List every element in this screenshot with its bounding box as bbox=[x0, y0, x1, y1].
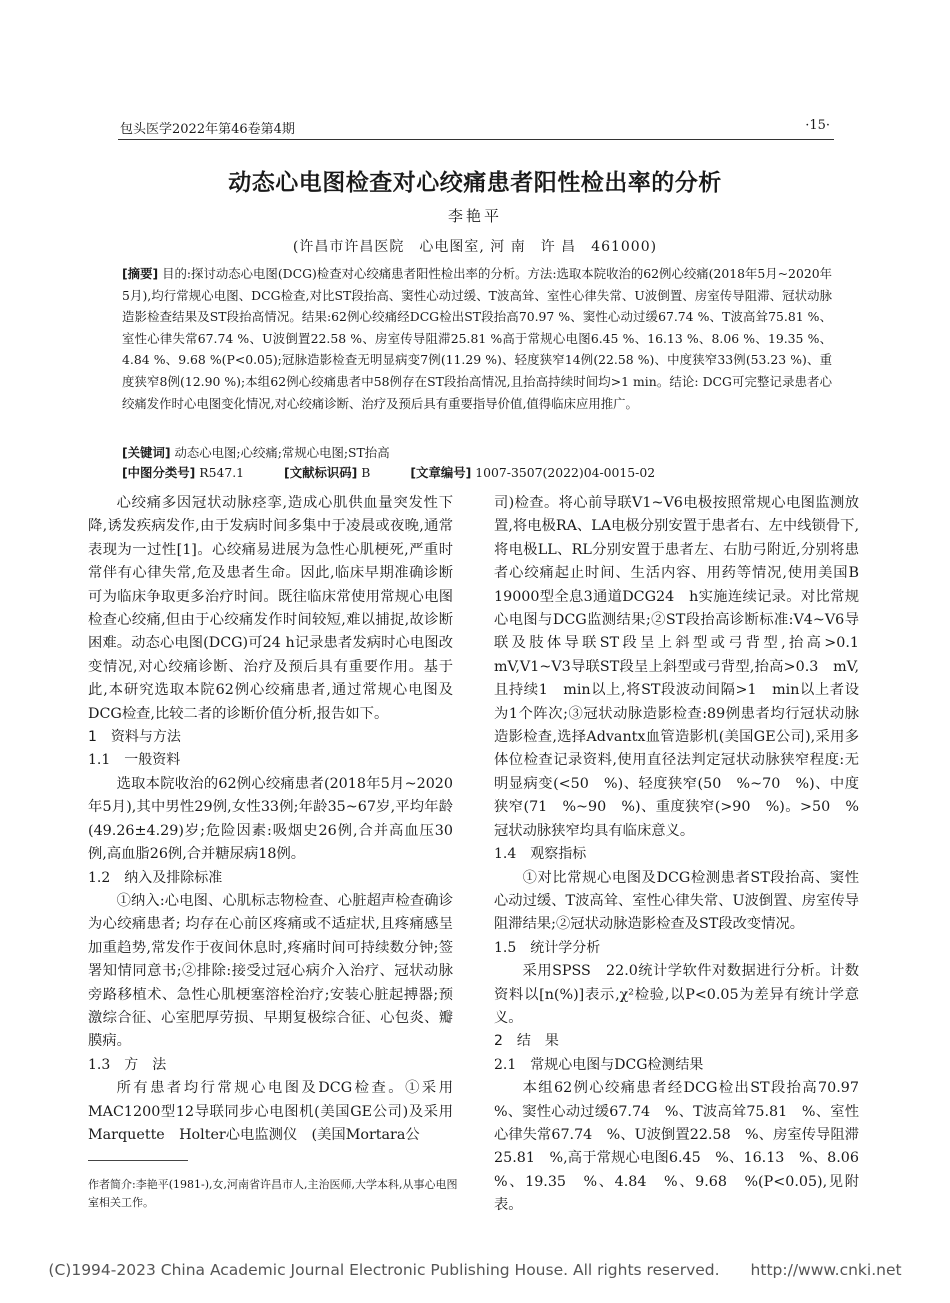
section-heading: 1 资料与方法 bbox=[88, 729, 181, 746]
right-column bbox=[494, 492, 874, 1218]
footnote-rule bbox=[88, 1160, 188, 1161]
abstract-tag: [摘要] bbox=[122, 266, 159, 281]
paragraph: 本组62例心绞痛患者经DCG检出ST段抬高70.97 %、窦性心动过缓67.74 %、T波高耸75.81 %、室性心律失常67.74 %、U波倒置22.58 %、房室传导阻滞25.81 %,高于常规心电图6.45 %、16.13 %、8.06 %、19.35 %、4.84 %、9.68 %(P<0.05),见附表。 bbox=[494, 1080, 874, 1214]
subsection-heading: 1.5 统计学分析 bbox=[494, 939, 601, 956]
page-number: ·15· bbox=[805, 118, 830, 133]
paragraph: 司)检查。将心前导联V1~V6电极按照常规心电图监测放置,将电极RA、LA电极分别安置于患者右、左中线锁骨下,将电极LL、RL分别安置于患者左、右肋弓附近,分别将患者心绞痛起止时间、生活内容、用药等情况,使用美国B 19000型全息3通道DCG24 h实施连续记录。对比常规心电图与DCG监测结果;②ST段抬高诊断标准:V4~V6导联及肢体导联ST段呈上斜型或弓背型,抬高>0.1 mV,V1~V3导联ST段呈上斜型或弓背型,抬高>0.3 mV,且持续1 min以上,将ST段波动间隔>1 min以上者设为1个阵次;③冠状动脉造影检查:89例患者均行冠状动脉造影检查,选择Advantx血管造影机(美国GE公司),采用多体位检查记录资料,使用直径法判定冠状动脉狭窄程度:无明显病变(<50 %)、轻度狭窄(50 %~70 %)、中度狭窄(71 %~90 %)、重度狭窄(>90 %)。>50 %冠状动脉狭窄均具有临床意义。 bbox=[494, 495, 874, 839]
intro-paragraph: 心绞痛多因冠状动脉痉挛,造成心肌供血量突发性下降,诱发疾病发作,由于发病时间多集中于凌晨或夜晚,通常表现为一过性[1]。心绞痛易进展为急性心肌梗死,严重时常伴有心律失常,危及患者生命。因此,临床早期准确诊断可为临床争取更多治疗时间。既往临床常使用常规心电图检查心绞痛,但由于心绞痛发作时间较短,难以捕捉,故诊断困难。动态心电图(DCG)可24 h记录患者发病时心电图改变情况,对心绞痛诊断、治疗及预后具有重要作用。基于此,本研究选取本院62例心绞痛患者,通过常规心电图及DCG检查,比较二者的诊断价值分析,报告如下。 bbox=[88, 495, 453, 722]
paragraph: 所有患者均行常规心电图及DCG检查。①采用MAC1200型12导联同步心电图机(美国GE公司)及采用Marquette Holter心电监测仪 (美国Mortara公 bbox=[88, 1080, 453, 1143]
classification-line bbox=[122, 463, 832, 481]
subsection-heading: 2.1 常规心电图与DCG检测结果 bbox=[494, 1056, 704, 1073]
affiliation: (许昌市许昌医院 心电图室, 河 南 许 昌 461000) bbox=[292, 239, 658, 255]
paragraph: ①对比常规心电图及DCG检测患者ST段抬高、窦性心动过缓、T波高耸、室性心律失常、U波倒置、房室传导阻滞结果;②冠状动脉造影检查及ST段改变情况。 bbox=[494, 869, 859, 933]
subsection-heading: 1.2 纳入及排除标准 bbox=[88, 869, 223, 886]
abstract bbox=[122, 263, 832, 414]
paragraph: 选取本院收治的62例心绞痛患者(2018年5月~2020年5月),其中男性29例,女性33例;年龄35~67岁,平均年龄(49.26±4.29)岁;危险因素:吸烟史26例,合并高血压30例,高血脂26例,合并糖尿病18例。 bbox=[88, 775, 453, 863]
paragraph: ①纳入:心电图、心肌标志物检查、心脏超声检查确诊为心绞痛患者; 均存在心前区疼痛或不适症状,且疼痛感呈加重趋势,常发作于夜间休息时,疼痛时间可持续数分钟;签署知情同意书;②排除:接受过冠心病介入治疗、冠状动脉旁路移植术、急性心肌梗塞溶栓治疗;安装心脏起搏器;预激综合征、心室肥厚劳损、早期复极综合征、心包炎、瓣膜病。 bbox=[88, 892, 453, 1050]
clc: [中图分类号] R547.1 bbox=[122, 465, 245, 480]
keywords-text: 动态心电图;心绞痛;常规心电图;ST抬高 bbox=[174, 445, 390, 460]
doc-code: [文献标识码] B bbox=[284, 465, 371, 480]
left-column bbox=[88, 492, 453, 1147]
article-number: [文章编号] 1007-3507(2022)04-0015-02 bbox=[410, 465, 656, 480]
paragraph: 采用SPSS 22.0统计学软件对数据进行分析。计数资料以[n(%)]表示,χ²检验,以P<0.05为差异有统计学意义。 bbox=[494, 963, 859, 1026]
header-rule bbox=[118, 139, 834, 140]
article-title: 动态心电图检查对心绞痛患者阳性检出率的分析 bbox=[228, 170, 722, 196]
keywords bbox=[122, 443, 832, 461]
author: 李艳平 bbox=[447, 207, 502, 225]
journal-header: 包头医学2022年第46卷第4期 bbox=[120, 122, 295, 137]
subsection-heading: 1.3 方 法 bbox=[88, 1056, 167, 1073]
copyright-footer: (C)1994-2023 China Academic Journal Electronic Publishing House. All rights reserved. http://www.cnki.net bbox=[48, 1261, 902, 1279]
subsection-heading: 1.1 一般资料 bbox=[88, 752, 181, 769]
author-footnote: 作者简介:李艳平(1981-),女,河南省许昌市人,主治医师,大学本科,从事心电图室相关工作。 bbox=[88, 1178, 458, 1209]
subsection-heading: 1.4 观察指标 bbox=[494, 846, 587, 863]
abstract-text: 目的:探讨动态心电图(DCG)检查对心绞痛患者阳性检出率的分析。方法:选取本院收治的62例心绞痛(2018年5月~2020年5月),均行常规心电图、DCG检查,对比ST段抬高、窦性心动过缓、T波高耸、室性心律失常、U波倒置、房室传导阻滞、冠状动脉造影检查结果及ST段抬高情况。结果:62例心绞痛经DCG检出ST段抬高70.97 %、窦性心动过缓67.74 %、T波高耸75.81 %、室性心律失常67.74 %、U波倒置22.58 %、房室传导阻滞25.81 %高于常规心电图6.45 %、16.13 %、8.06 %、19.35 %、4.84 %、9.68 %(P<0.05);冠脉造影检查无明显病变7例(11.29 %)、轻度狭窄14例(22.58 %)、中度狭窄33例(53.23 %)、重度狭窄8例(12.90 %);本组62例心绞痛患者中58例存在ST段抬高情况,且抬高持续时间均>1 min。结论: DCG可完整记录患者心绞痛发作时心电图变化情况,对心绞痛诊断、治疗及预后具有重要指导价值,值得临床应用推广。 bbox=[122, 266, 832, 411]
keywords-tag: [关键词] bbox=[122, 445, 171, 460]
section-heading: 2 结 果 bbox=[494, 1033, 559, 1050]
